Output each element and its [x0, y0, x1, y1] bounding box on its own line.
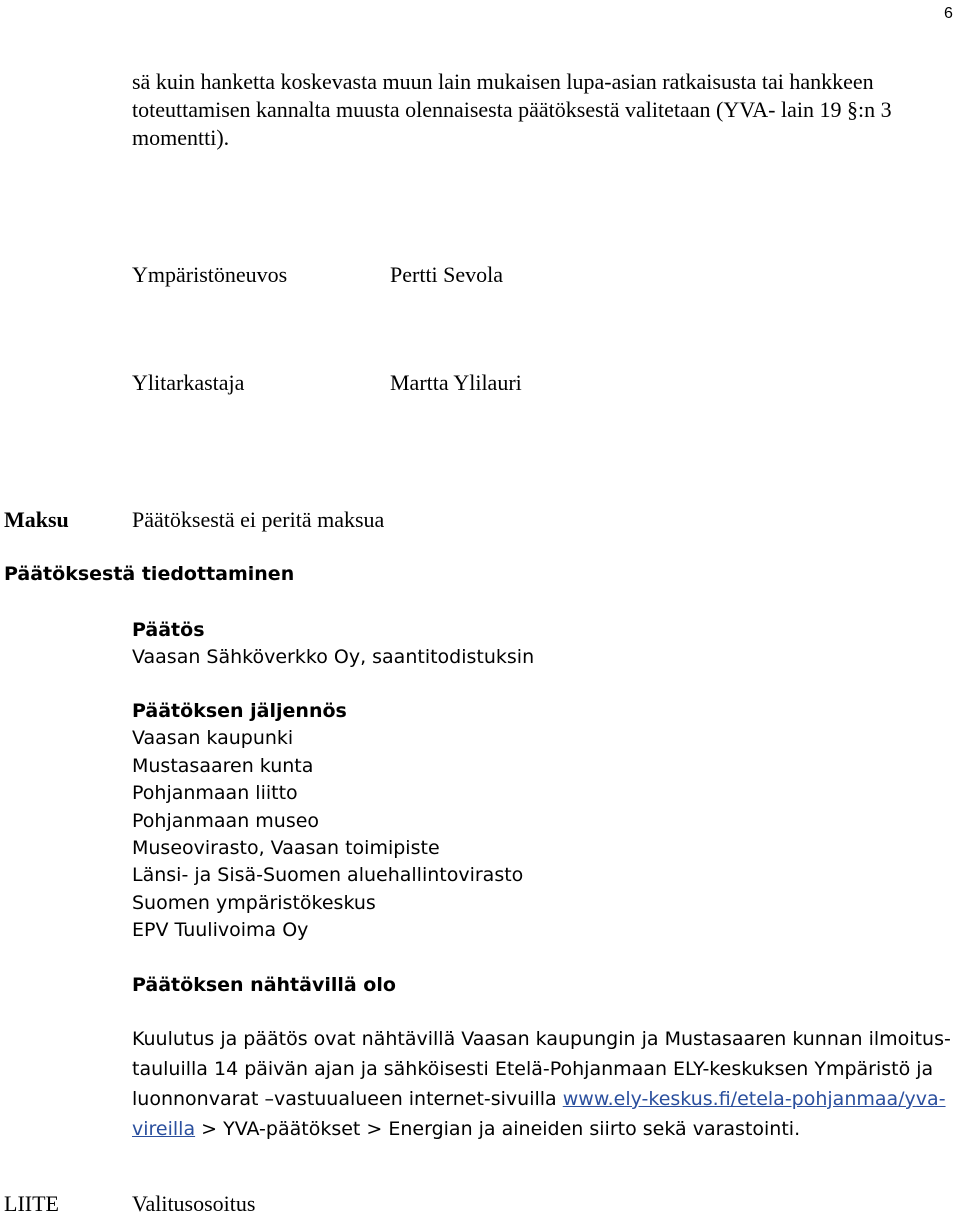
- intro-paragraph: [132, 68, 932, 152]
- display-heading: Päätöksen nähtävillä olo: [132, 974, 396, 996]
- copy-recipient: Pohjanmaan liitto: [132, 782, 298, 805]
- attachment-text: Valitusosoitus: [132, 1191, 256, 1216]
- decision-recipient: Vaasan Sähköverkko Oy, saantitodistuksin: [132, 646, 535, 669]
- ely-website-link-continued[interactable]: vireilla: [132, 1118, 196, 1140]
- signer-name-2: Martta Ylilauri: [390, 370, 522, 395]
- signer-title-2: Ylitarkastaja: [132, 370, 245, 395]
- fee-label: Maksu: [4, 507, 69, 532]
- intro-line: sä kuin hanketta koskevasta muun lain mukaisen lupa-asian ratkaisusta tai hankkeen: [132, 69, 874, 94]
- copy-recipient: EPV Tuulivoima Oy: [132, 919, 309, 942]
- display-line-suffix: > YVA-päätökset > Energian ja aineiden siirto sekä varastointi.: [195, 1118, 801, 1140]
- decision-section: [132, 617, 534, 672]
- notice-heading: Päätöksestä tiedottaminen: [4, 563, 295, 585]
- copy-recipient: Mustasaaren kunta: [132, 754, 314, 777]
- copy-recipient: Vaasan kaupunki: [132, 727, 294, 750]
- display-line: [132, 1084, 951, 1114]
- copy-recipient: Suomen ympäristökeskus: [132, 891, 376, 914]
- display-line: tauluilla 14 päivän ajan ja sähköisesti Etelä-Pohjanmaan ELY-keskuksen Ympäristö ja: [132, 1058, 934, 1080]
- copy-heading: Päätöksen jäljennös: [132, 700, 347, 722]
- display-line: [132, 1114, 951, 1144]
- intro-line: momentti).: [132, 125, 230, 150]
- copy-section: [132, 698, 523, 945]
- signer-name-1: Pertti Sevola: [390, 262, 504, 287]
- copy-recipient: Pohjanmaan museo: [132, 809, 320, 832]
- copy-recipient: Museovirasto, Vaasan toimipiste: [132, 837, 440, 860]
- attachment-label: LIITE: [4, 1191, 59, 1216]
- ely-website-link[interactable]: www.ely-keskus.fi/etela-pohjanmaa/yva-: [562, 1088, 946, 1110]
- display-line: Kuulutus ja päätös ovat nähtävillä Vaasan kaupungin ja Mustasaaren kunnan ilmoitus-: [132, 1028, 951, 1050]
- decision-heading: Päätös: [132, 619, 205, 641]
- signer-title-1: Ympäristöneuvos: [132, 262, 288, 287]
- display-paragraph: [132, 1024, 951, 1144]
- display-line-prefix: luonnonvarat –vastuualueen internet-sivuilla: [132, 1088, 563, 1110]
- intro-line: toteuttamisen kannalta muusta olennaisesta päätöksestä valitetaan (YVA- lain 19 §:n 3: [132, 97, 892, 122]
- copy-recipient: Länsi- ja Sisä-Suomen aluehallintovirasto: [132, 864, 524, 887]
- fee-text: Päätöksestä ei peritä maksua: [132, 507, 385, 532]
- page-number: 6: [944, 5, 953, 22]
